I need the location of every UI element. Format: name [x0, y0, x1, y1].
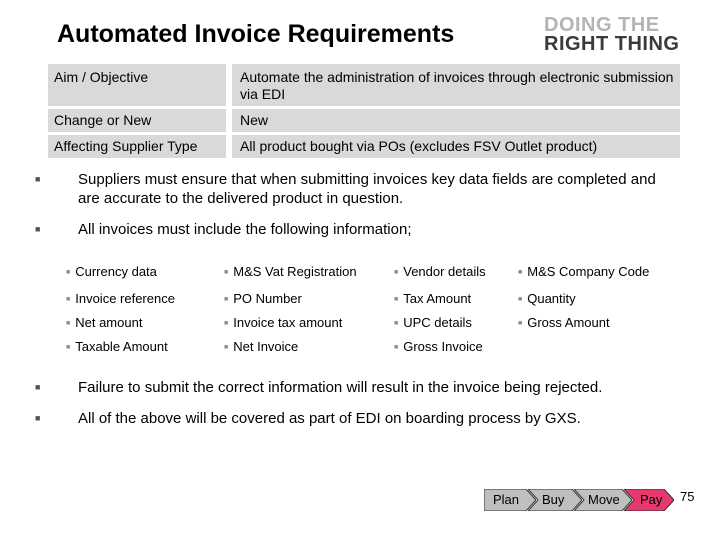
bullet-icon: ■: [35, 382, 41, 392]
bullet-text: Failure to submit the correct information will result in the invoice being rejected.: [78, 379, 603, 396]
info-item: ■ Net amount: [66, 315, 143, 330]
info-item: ■ M&S Vat Registration: [224, 264, 357, 279]
process-step-move: Move: [574, 489, 632, 511]
bullet-icon: ■: [224, 344, 229, 351]
page-number: 75: [680, 489, 695, 504]
bullet-icon: ■: [224, 269, 229, 276]
requirement-value: New: [232, 109, 680, 132]
bullet-icon: ■: [66, 320, 71, 327]
bullet-icon: ■: [224, 320, 229, 327]
process-step-pay: Pay: [624, 489, 674, 511]
info-item: ■ Gross Invoice: [394, 339, 483, 354]
requirement-row: [48, 64, 680, 106]
bullet-icon: ■: [35, 413, 41, 423]
logo-line-1: DOING THE: [544, 14, 660, 36]
info-item: ■ Invoice reference: [66, 291, 175, 306]
requirement-label: Affecting Supplier Type: [48, 135, 226, 158]
requirement-value: All product bought via POs (excludes FSV Outlet product): [232, 135, 680, 158]
requirement-row: [48, 135, 680, 158]
info-item: ■ Currency data: [66, 264, 157, 279]
info-item: ■ Taxable Amount: [66, 339, 168, 354]
bullet-icon: ■: [394, 269, 399, 276]
info-item: ■ Vendor details: [394, 264, 486, 279]
required-info-list: [66, 264, 686, 364]
bullet-text: Suppliers must ensure that when submitting invoices key data fields are completed and are accurate to the delivered product in question.: [78, 171, 656, 207]
info-item: ■ Invoice tax amount: [224, 315, 343, 330]
bullet-icon: ■: [35, 224, 41, 234]
process-chevrons: [484, 489, 674, 511]
bullet-icon: ■: [518, 320, 523, 327]
bullet-text: All invoices must include the following information;: [78, 221, 412, 238]
bullet-icon: ■: [394, 344, 399, 351]
requirement-label: Change or New: [48, 109, 226, 132]
info-item: ■ Net Invoice: [224, 339, 299, 354]
bullet-text: All of the above will be covered as part of EDI on boarding process by GXS.: [78, 410, 581, 427]
bullet-icon: ■: [224, 296, 229, 303]
page-title: Automated Invoice Requirements: [57, 20, 455, 48]
process-step-plan: Plan: [484, 489, 536, 511]
info-item: ■ Gross Amount: [518, 315, 610, 330]
info-item: ■ UPC details: [394, 315, 472, 330]
info-item: ■ PO Number: [224, 291, 302, 306]
info-item: ■ M&S Company Code: [518, 264, 650, 279]
info-item: ■ Tax Amount: [394, 291, 472, 306]
brand-logo: [544, 16, 680, 54]
bullet-icon: ■: [66, 296, 71, 303]
logo-line-2: RIGHT THING: [544, 33, 680, 55]
process-step-buy: Buy: [528, 489, 582, 511]
requirement-value: Automate the administration of invoices through electronic submission via EDI: [232, 64, 680, 106]
bullet-icon: ■: [394, 296, 399, 303]
bullet-icon: ■: [394, 320, 399, 327]
bullet-icon: ■: [66, 344, 71, 351]
requirement-label: Aim / Objective: [48, 64, 226, 106]
info-item: ■ Quantity: [518, 291, 576, 306]
bullet-icon: ■: [518, 296, 523, 303]
bullet-icon: ■: [66, 269, 71, 276]
bullet-icon: ■: [518, 269, 523, 276]
bullet-icon: ■: [35, 174, 41, 184]
requirement-row: [48, 109, 680, 132]
